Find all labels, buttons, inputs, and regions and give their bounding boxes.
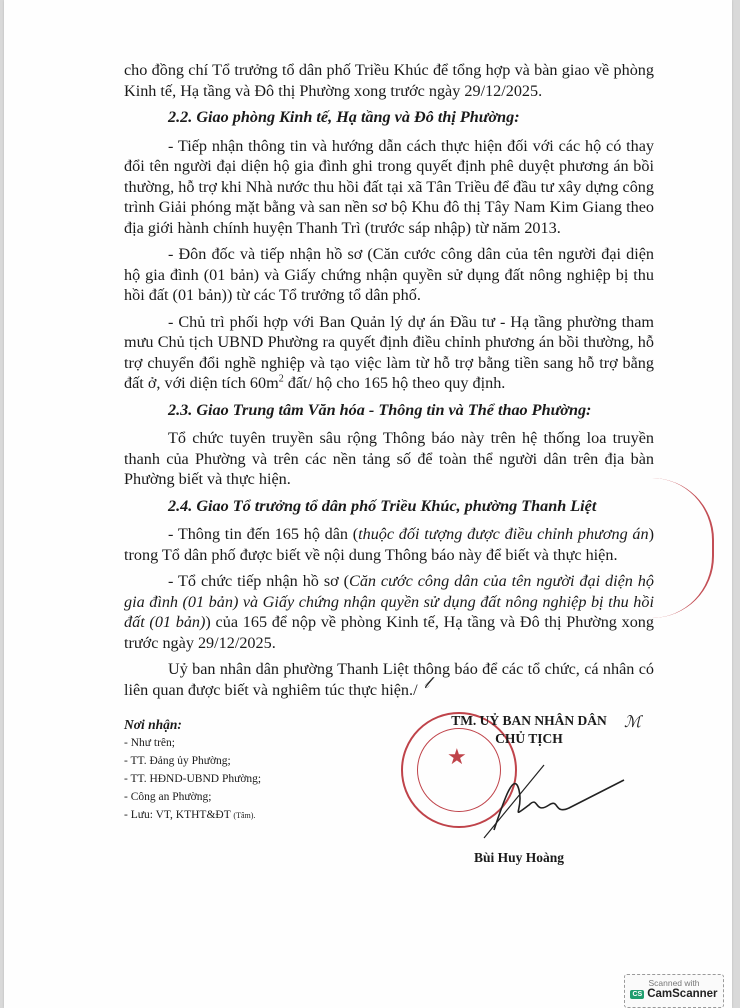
- section-2-2-item-2: - Đôn đốc và tiếp nhận hồ sơ (Căn cước công dân của tên người đại diện hộ gia đình (01 bản) và Giấy chứng nhận quyền sử dụng đất nông nghiệp bị thu hồi đất (01 bản)) từ các Tổ trưởng tổ dân phố.: [124, 245, 654, 304]
- recipient-item-archive: [124, 806, 384, 825]
- camscanner-logo-icon: CS: [632, 990, 643, 998]
- recipients-list: [124, 716, 384, 825]
- handwritten-signature-icon: [474, 760, 634, 840]
- archive-initials: (Tâm).: [233, 811, 256, 820]
- recipients-title: Nơi nhận:: [124, 717, 182, 732]
- text: ) của 165 để nộp về phòng Kinh tế, Hạ tầng và Đô thị Phường xong trước ngày 29/12/2025.: [124, 613, 654, 652]
- seal-stamp-partial: [652, 478, 714, 618]
- signature-role: CHỦ TỊCH: [495, 731, 563, 746]
- watermark-caption: Scanned with: [648, 978, 700, 988]
- text: - Tổ chức tiếp nhận hồ sơ (: [168, 572, 350, 590]
- signer-name: Bùi Huy Hoàng: [474, 850, 565, 865]
- scanned-document-page: [4, 0, 732, 1008]
- recipient-item: - Công an Phường;: [124, 791, 212, 803]
- signature-block: [424, 712, 634, 748]
- section-2-4-item-1: [124, 524, 654, 565]
- section-2-2-heading: 2.2. Giao phòng Kinh tế, Hạ tầng và Đô thị Phường:: [168, 108, 520, 126]
- signature-title: TM. UỶ BAN NHÂN DÂN: [451, 713, 607, 728]
- section-2-2-item-1: - Tiếp nhận thông tin và hướng dẫn cách thực hiện đối với các hộ có thay đổi tên người đại diện hộ gia đình ghi trong quyết định phê duyệt phương án bồi thường, hỗ trợ khi Nhà nước thu hồi đất tại xã Tân Triều để đầu tư xây dựng công trình Giải phóng mặt bằng và san nền sơ bộ Khu đô thị Tây Nam Kim Giang theo địa giới hành chính huyện Thanh Trì (trước sáp nhập) từ năm 2013.: [124, 136, 654, 237]
- initials-mark-icon: 𝓁: [424, 673, 430, 692]
- recipient-item: - Như trên;: [124, 737, 175, 749]
- section-2-2-item-3: [124, 312, 654, 394]
- section-2-3-body: Tổ chức tuyên truyền sâu rộng Thông báo này trên hệ thống loa truyền thanh của Phường và trên các nền tảng số để toàn thể người dân trên địa bàn Phường biết và thực hiện.: [124, 429, 654, 488]
- watermark-brand-name: CamScanner: [647, 988, 718, 1000]
- recipient-item: - TT. Đảng ủy Phường;: [124, 755, 231, 767]
- section-2-4-heading: 2.4. Giao Tổ trưởng tổ dân phố Triều Khúc, phường Thanh Liệt: [168, 496, 597, 515]
- watermark-brand: [625, 988, 723, 1000]
- item-3-text: - Chủ trì phối hợp với Ban Quản lý dự án Đầu tư - Hạ tầng phường tham mưu Chủ tịch UBND Phường ra quyết định điều chỉnh phương án bồi thường, hỗ trợ chuyển đổi nghề nghiệp và tạo việc làm từ hỗ trợ bằng tiền sang hỗ trợ bằng đất ở, với diện tích 60m: [124, 312, 654, 392]
- section-2-3-heading: 2.3. Giao Trung tâm Văn hóa - Thông tin và Thể thao Phường:: [168, 400, 592, 419]
- initials-mark-icon: ℳ: [624, 712, 642, 731]
- closing-paragraph: Uỷ ban nhân dân phường Thanh Liệt thông báo để các tổ chức, cá nhân có liên quan được biết và nghiêm túc thực hiện./: [124, 660, 654, 699]
- section-2-4-item-2: [124, 571, 654, 653]
- archive-text: - Lưu: VT, KTHT&ĐT: [124, 809, 231, 821]
- intro-paragraph: cho đồng chí Tổ trưởng tổ dân phố Triều Khúc để tổng hợp và bàn giao về phòng Kinh tế, Hạ tầng và Đô thị Phường xong trước ngày 29/12/2025.: [124, 61, 654, 100]
- document-body: [124, 60, 654, 706]
- text: - Thông tin đến 165 hộ dân (: [168, 525, 359, 543]
- recipient-item: - TT. HĐND-UBND Phường;: [124, 773, 262, 785]
- item-3-text-end: đất/ hộ cho 165 hộ theo quy định.: [283, 374, 506, 392]
- superscript: 2: [278, 373, 284, 385]
- star-emblem-icon: ★: [447, 744, 467, 769]
- text: ) trong Tổ dân phố được biết về nội dung Thông báo này để biết và thực hiện.: [124, 525, 654, 564]
- italic-text: Căn cước công dân của tên người đại diện hộ gia đình (01 bản) và Giấy chứng nhận quyền sử dụng đất nông nghiệp bị thu hồi đất (01 bản): [124, 572, 654, 631]
- italic-text: thuộc đối tượng được điều chỉnh phương án: [358, 525, 649, 543]
- camscanner-watermark: [624, 974, 724, 1008]
